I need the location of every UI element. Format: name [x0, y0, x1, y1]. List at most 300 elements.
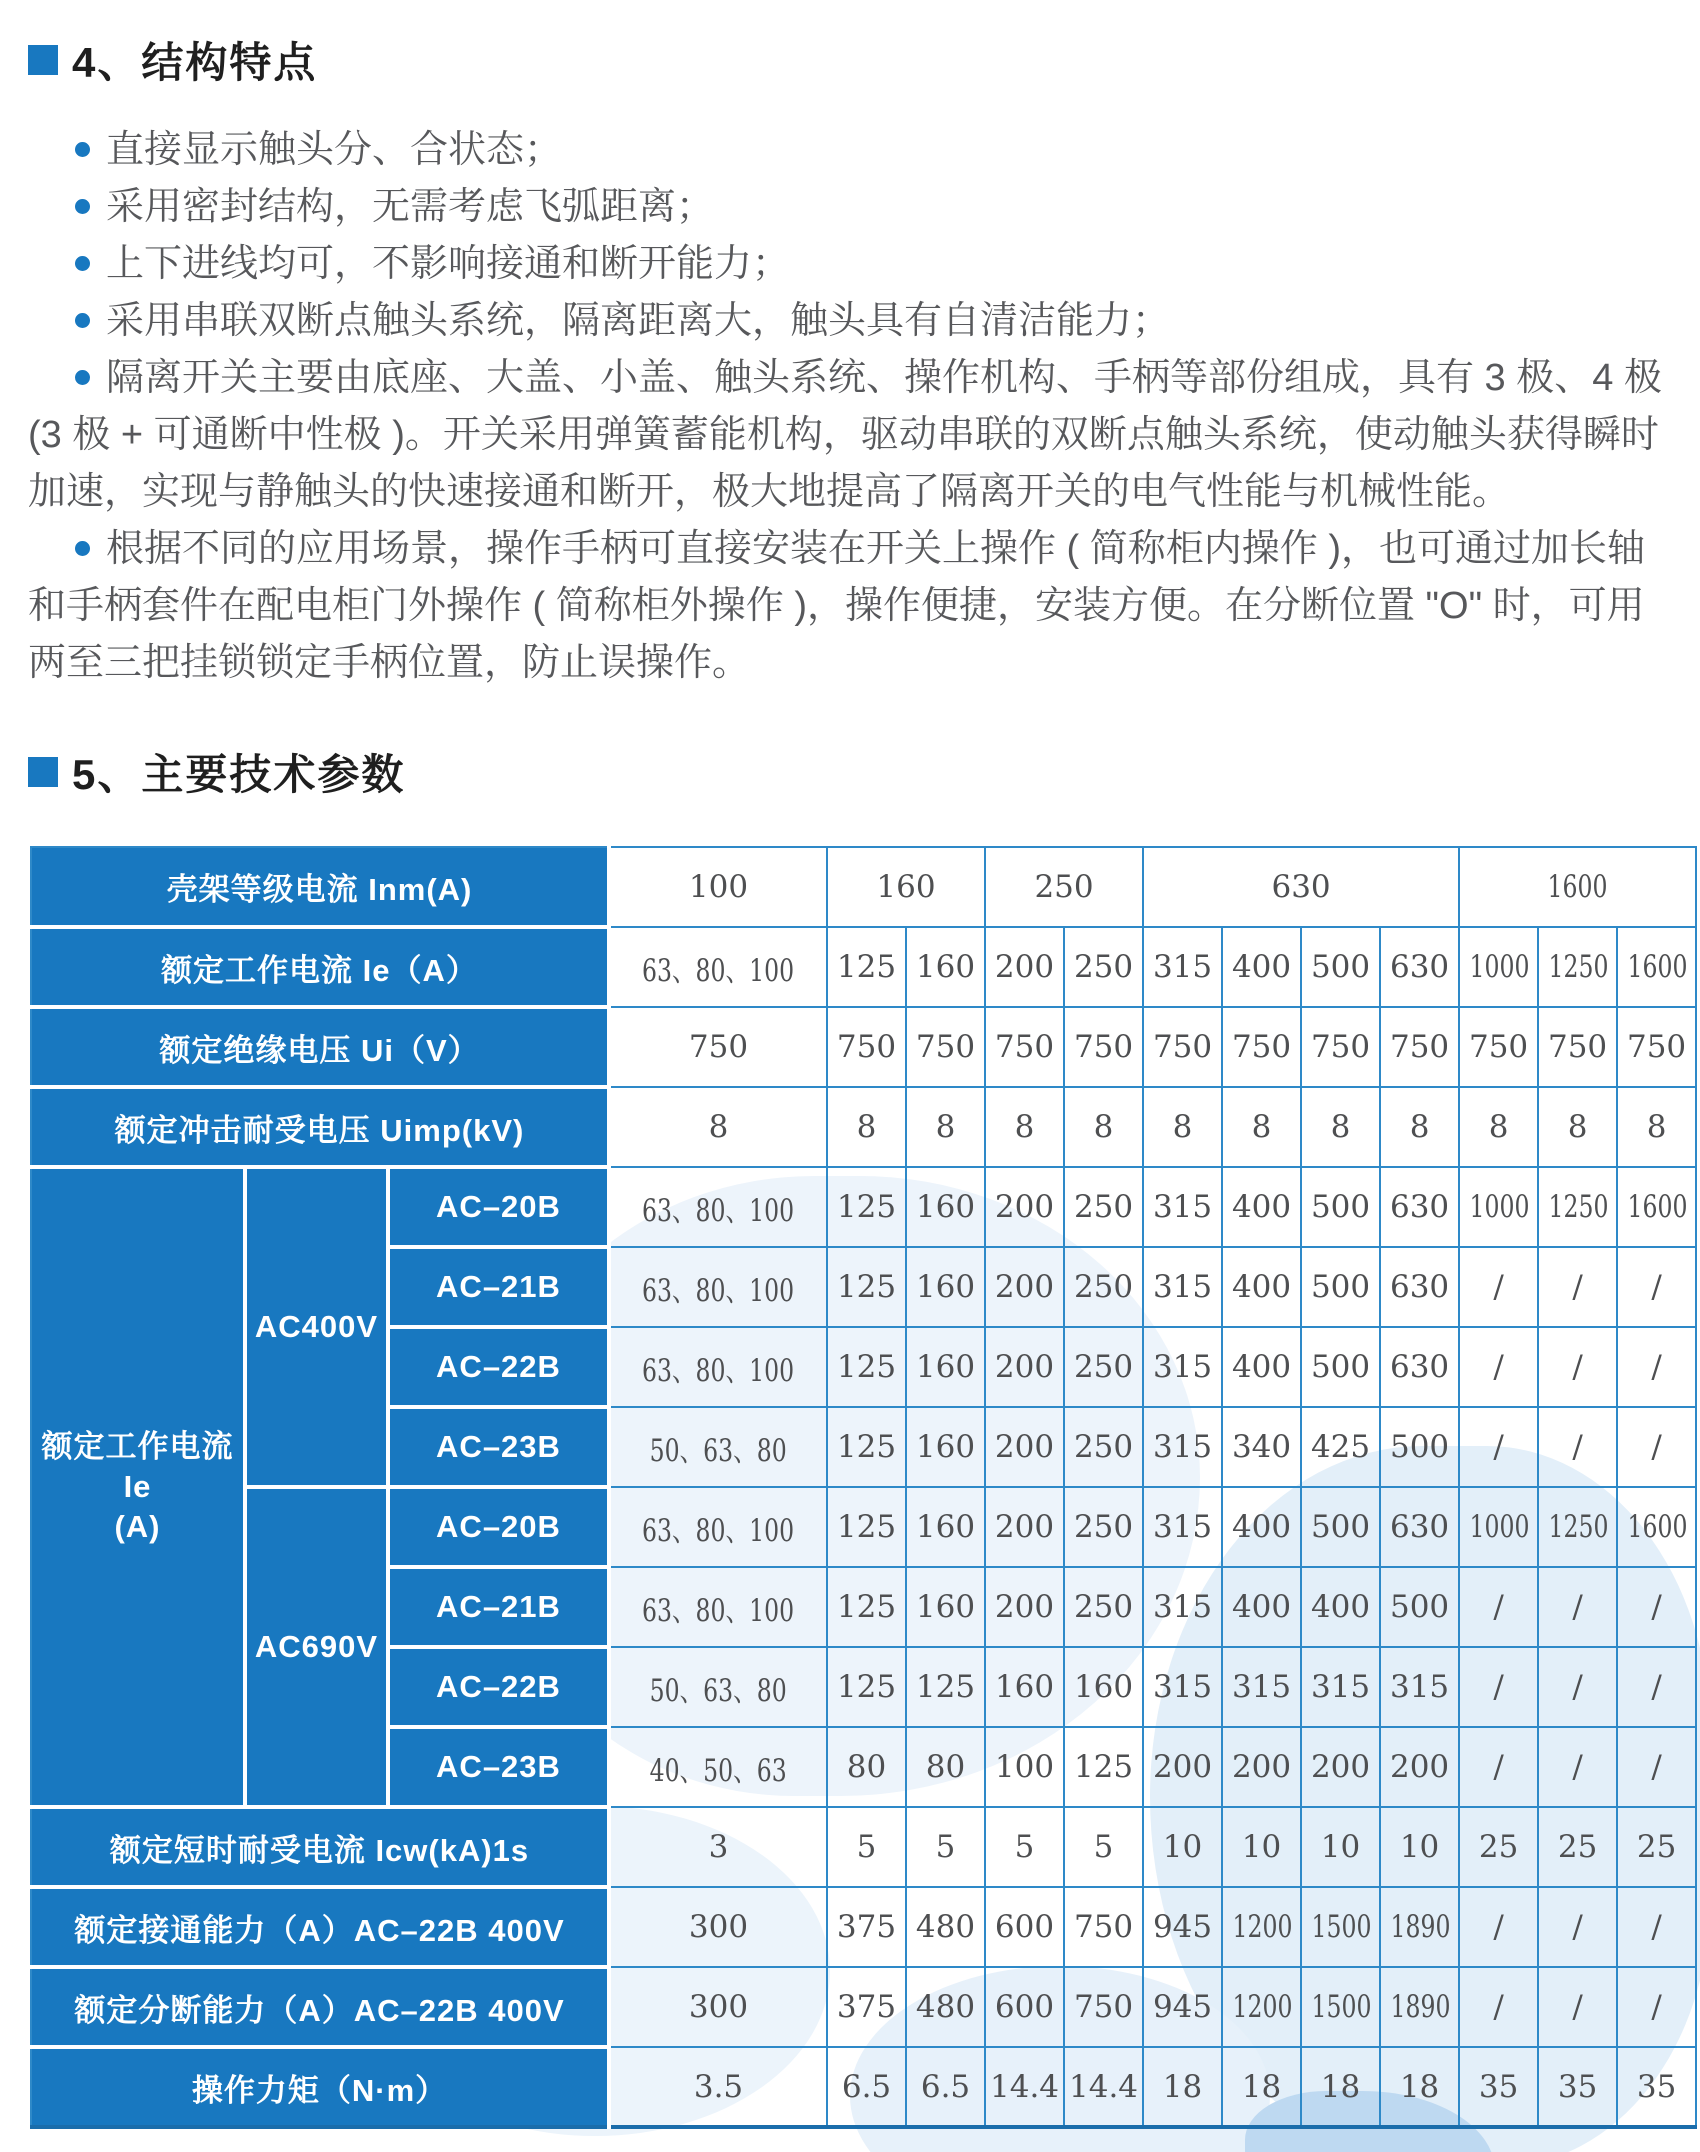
- cell-value: 750: [1310, 1029, 1371, 1065]
- ie-group-label-line: 额定工作电流: [41, 1429, 234, 1464]
- table-row: [31, 1967, 1696, 2047]
- table-cell: [1064, 1487, 1143, 1567]
- cell-value: 35: [1636, 2068, 1677, 2105]
- cell-value: /: [1493, 1269, 1504, 1305]
- cell-value: 300: [688, 1909, 749, 1945]
- table-cell: [1143, 1567, 1222, 1647]
- table-cell: [906, 1807, 985, 1887]
- cell-value: 1200: [1232, 1909, 1293, 1945]
- table-cell: [906, 1727, 985, 1807]
- table-cell: [985, 1407, 1064, 1487]
- cell-value: 315: [1152, 1669, 1213, 1705]
- cell-value: 750: [1073, 1989, 1134, 2025]
- cell-value: /: [1572, 1909, 1583, 1945]
- table-cell: [985, 1727, 1064, 1807]
- cell-value: /: [1651, 1589, 1662, 1625]
- table-cell: [1064, 1727, 1143, 1807]
- table-cell: [1222, 1087, 1301, 1167]
- cell-value: 125: [836, 1269, 897, 1305]
- cell-value: 125: [836, 1189, 897, 1225]
- cell-value: 63、80、100: [642, 952, 795, 989]
- table-cell: [1064, 1807, 1143, 1887]
- table-row: [31, 1167, 1696, 1247]
- cell-value: /: [1572, 1669, 1583, 1705]
- cell-value: 8: [856, 1109, 877, 1145]
- cell-value: 425: [1310, 1429, 1371, 1465]
- table-cell: [1380, 927, 1459, 1007]
- cell-value: 3: [708, 1829, 729, 1865]
- ie-group-label-line: Ie: [123, 1469, 152, 1504]
- table-cell: [1143, 1887, 1222, 1967]
- table-cell: [1459, 927, 1538, 1007]
- cell-value: 630: [1389, 1349, 1450, 1385]
- table-cell: [1222, 1247, 1301, 1327]
- cell-value: 125: [836, 1589, 897, 1625]
- cell-value: /: [1572, 1749, 1583, 1785]
- cell-value: /: [1651, 1909, 1662, 1945]
- row-label-cell: 额定接通能力（A）AC–22B 400V: [31, 1887, 609, 1967]
- table-cell: [609, 1567, 827, 1647]
- table-cell: [827, 927, 906, 1007]
- table-cell: [1222, 2047, 1301, 2127]
- cell-value: /: [1651, 1349, 1662, 1385]
- table-cell: [906, 1327, 985, 1407]
- cell-value: 630: [1389, 1509, 1450, 1545]
- cell-value: 630: [1389, 1189, 1450, 1225]
- table-cell: [1301, 927, 1380, 1007]
- cell-value: 630: [1389, 949, 1450, 985]
- section5-heading: [28, 742, 1700, 802]
- table-cell: [1222, 1407, 1301, 1487]
- cell-value: 3.5: [693, 2068, 744, 2105]
- cell-value: 18: [1162, 2068, 1203, 2105]
- voltage-group-cell: AC690V: [245, 1487, 388, 1807]
- table-cell: [985, 1327, 1064, 1407]
- cell-value: 14.4: [990, 2068, 1060, 2105]
- table-cell: [1380, 1887, 1459, 1967]
- cell-value: 1250: [1548, 1509, 1609, 1545]
- category-cell: AC–21B: [388, 1247, 609, 1327]
- cell-value: /: [1493, 1349, 1504, 1385]
- cell-value: 8: [708, 1109, 729, 1145]
- cell-value: 63、80、100: [642, 1192, 795, 1229]
- cell-value: 8: [1646, 1109, 1667, 1145]
- table-cell: [1538, 1967, 1617, 2047]
- table-cell: [1459, 1327, 1538, 1407]
- table-cell: [1143, 1327, 1222, 1407]
- table-cell: [827, 1247, 906, 1327]
- table-cell: [1301, 1727, 1380, 1807]
- cell-value: 14.4: [1069, 2068, 1139, 2105]
- cell-value: 5: [935, 1829, 956, 1865]
- cell-value: 315: [1152, 949, 1213, 985]
- frame-current-cell: [985, 847, 1143, 927]
- table-cell: [827, 1807, 906, 1887]
- cell-value: 1600: [1627, 949, 1688, 985]
- cell-value: 125: [1073, 1749, 1134, 1785]
- table-cell: [1538, 1247, 1617, 1327]
- bullet-text: 上下进线均可，不影响接通和断开能力；: [106, 243, 791, 285]
- cell-value: /: [1572, 1349, 1583, 1385]
- table-cell: [1538, 1327, 1617, 1407]
- cell-value: 600: [994, 1909, 1055, 1945]
- cell-value: 480: [915, 1909, 976, 1945]
- cell-value: 500: [1310, 1189, 1371, 1225]
- cell-value: 5: [1014, 1829, 1035, 1865]
- table-cell: [1143, 1487, 1222, 1567]
- table-cell: [1617, 1567, 1696, 1647]
- cell-value: 1500: [1311, 1909, 1372, 1945]
- table-cell: [1538, 1807, 1617, 1887]
- cell-value: 5: [856, 1829, 877, 1865]
- table-cell: [985, 1647, 1064, 1727]
- table-cell: [827, 1967, 906, 2047]
- table-cell: [1538, 927, 1617, 1007]
- ie-group-label-line: (A): [114, 1509, 161, 1544]
- cell-value: 18: [1241, 2068, 1282, 2105]
- table-cell: [1617, 1887, 1696, 1967]
- table-cell: [1064, 1327, 1143, 1407]
- table-cell: [1617, 2047, 1696, 2127]
- table-cell: [985, 1807, 1064, 1887]
- table-cell: [1301, 1007, 1380, 1087]
- cell-value: 200: [994, 1589, 1055, 1625]
- cell-value: 63、80、100: [642, 1352, 795, 1389]
- bullet-item: [28, 236, 1672, 293]
- cell-value: 945: [1152, 1989, 1213, 2025]
- cell-value: /: [1651, 1749, 1662, 1785]
- cell-value: /: [1651, 1269, 1662, 1305]
- row-label-cell: 壳架等级电流 Inm(A): [31, 847, 609, 927]
- section4-title: 4、结构特点: [72, 39, 318, 86]
- cell-value: 50、63、80: [649, 1432, 788, 1469]
- cell-value: 630: [1389, 1269, 1450, 1305]
- category-cell: AC–23B: [388, 1727, 609, 1807]
- table-cell: [827, 1087, 906, 1167]
- table-row: [31, 1807, 1696, 1887]
- cell-value: 250: [1073, 1269, 1134, 1305]
- cell-value: /: [1651, 1429, 1662, 1465]
- cell-value: /: [1493, 1989, 1504, 2025]
- cell-value: /: [1651, 1989, 1662, 2025]
- table-cell: [985, 1487, 1064, 1567]
- table-cell: [1301, 1567, 1380, 1647]
- cell-value: 400: [1310, 1589, 1371, 1625]
- bullet-dot-icon: [75, 142, 90, 157]
- category-cell: AC–20B: [388, 1167, 609, 1247]
- table-cell: [1222, 1967, 1301, 2047]
- frame-current-cell: [609, 847, 827, 927]
- cell-value: 63、80、100: [642, 1592, 795, 1629]
- table-cell: [609, 927, 827, 1007]
- category-cell: AC–22B: [388, 1327, 609, 1407]
- table-cell: [827, 1407, 906, 1487]
- category-cell: AC–21B: [388, 1567, 609, 1647]
- cell-value: 125: [836, 1429, 897, 1465]
- table-cell: [906, 1087, 985, 1167]
- table-cell: [1380, 1167, 1459, 1247]
- cell-value: 8: [1567, 1109, 1588, 1145]
- table-cell: [1538, 1407, 1617, 1487]
- cell-value: 18: [1320, 2068, 1361, 2105]
- bullet-item: [28, 122, 1672, 179]
- table-cell: [1064, 1887, 1143, 1967]
- table-cell: [1301, 1167, 1380, 1247]
- cell-value: 160: [1073, 1669, 1134, 1705]
- cell-value: 200: [1231, 1749, 1292, 1785]
- cell-value: 250: [1073, 1189, 1134, 1225]
- table-cell: [1538, 1567, 1617, 1647]
- table-cell: [1301, 1327, 1380, 1407]
- table-cell: [609, 1967, 827, 2047]
- table-cell: [1222, 1167, 1301, 1247]
- table-row: [31, 1487, 1696, 1567]
- table-cell: [906, 1487, 985, 1567]
- table-cell: [1538, 1887, 1617, 1967]
- cell-value: 315: [1231, 1669, 1292, 1705]
- cell-value: 160: [915, 1189, 976, 1225]
- table-cell: [906, 1887, 985, 1967]
- table-cell: [906, 1647, 985, 1727]
- bullet-dot-icon: [75, 256, 90, 271]
- frame-current-cell: [1459, 847, 1696, 927]
- cell-value: 10: [1320, 1829, 1361, 1865]
- section5-title: 5、主要技术参数: [72, 751, 406, 798]
- row-label-cell: 操作力矩（N·m）: [31, 2047, 609, 2127]
- table-cell: [609, 1087, 827, 1167]
- table-cell: [827, 1887, 906, 1967]
- table-cell: [1617, 1327, 1696, 1407]
- bullet-dot-icon: [75, 199, 90, 214]
- table-row: [31, 2047, 1696, 2127]
- cell-value: 200: [994, 1429, 1055, 1465]
- table-cell: [1301, 1407, 1380, 1487]
- table-cell: [827, 1727, 906, 1807]
- table-cell: [906, 1407, 985, 1487]
- cell-value: 1500: [1311, 1989, 1372, 2025]
- row-label-cell: 额定短时耐受电流 Icw(kA)1s: [31, 1807, 609, 1887]
- table-row: [31, 847, 1696, 927]
- cell-value: 10: [1399, 1829, 1440, 1865]
- table-cell: [1380, 1407, 1459, 1487]
- table-cell: [985, 1247, 1064, 1327]
- cell-value: 315: [1389, 1669, 1450, 1705]
- cell-value: 250: [1034, 869, 1094, 905]
- cell-value: 200: [994, 1269, 1055, 1305]
- bullet-item: [28, 179, 1672, 236]
- table-cell: [1617, 927, 1696, 1007]
- table-cell: [985, 1887, 1064, 1967]
- cell-value: 1890: [1390, 1909, 1451, 1945]
- cell-value: 6.5: [841, 2068, 892, 2105]
- table-cell: [1459, 1647, 1538, 1727]
- cell-value: /: [1493, 1429, 1504, 1465]
- table-cell: [906, 1247, 985, 1327]
- table-cell: [1222, 1727, 1301, 1807]
- table-cell: [609, 1407, 827, 1487]
- cell-value: 250: [1073, 1589, 1134, 1625]
- table-cell: [1459, 1887, 1538, 1967]
- table-cell: [1459, 1487, 1538, 1567]
- cell-value: 40、50、63: [649, 1752, 788, 1789]
- frame-current-cell: [827, 847, 985, 927]
- table-cell: [1143, 1647, 1222, 1727]
- table-cell: [1222, 1487, 1301, 1567]
- cell-value: 8: [1488, 1109, 1509, 1145]
- spec-table-wrap: [30, 846, 1697, 2129]
- cell-value: 8: [1014, 1109, 1035, 1145]
- table-cell: [1064, 1407, 1143, 1487]
- cell-value: 160: [915, 1509, 976, 1545]
- cell-value: 1250: [1548, 1189, 1609, 1225]
- cell-value: /: [1572, 1589, 1583, 1625]
- table-cell: [1459, 1727, 1538, 1807]
- table-cell: [1380, 1967, 1459, 2047]
- table-cell: [985, 1567, 1064, 1647]
- row-label-cell: 额定绝缘电压 Ui（V）: [31, 1007, 609, 1087]
- table-cell: [1538, 1647, 1617, 1727]
- cell-value: 480: [915, 1989, 976, 2025]
- table-cell: [1143, 1007, 1222, 1087]
- table-cell: [1143, 1407, 1222, 1487]
- cell-value: 630: [1271, 869, 1331, 905]
- cell-value: 750: [836, 1029, 897, 1065]
- cell-value: 10: [1241, 1829, 1282, 1865]
- table-cell: [1538, 2047, 1617, 2127]
- table-cell: [1459, 1007, 1538, 1087]
- cell-value: 750: [1547, 1029, 1608, 1065]
- table-cell: [609, 1807, 827, 1887]
- cell-value: 315: [1152, 1589, 1213, 1625]
- table-cell: [1064, 1647, 1143, 1727]
- table-cell: [985, 1967, 1064, 2047]
- cell-value: 300: [688, 1989, 749, 2025]
- cell-value: 25: [1557, 1829, 1598, 1865]
- cell-value: 5: [1093, 1829, 1114, 1865]
- row-label-cell: 额定分断能力（A）AC–22B 400V: [31, 1967, 609, 2047]
- table-cell: [609, 1727, 827, 1807]
- bullet-dot-icon: [75, 313, 90, 328]
- cell-value: /: [1493, 1749, 1504, 1785]
- cell-value: 50、63、80: [649, 1672, 788, 1709]
- cell-value: 500: [1389, 1429, 1450, 1465]
- cell-value: 10: [1162, 1829, 1203, 1865]
- table-cell: [1143, 1167, 1222, 1247]
- table-cell: [1538, 1087, 1617, 1167]
- cell-value: 160: [994, 1669, 1055, 1705]
- table-cell: [1617, 1247, 1696, 1327]
- table-cell: [1301, 1087, 1380, 1167]
- cell-value: 160: [915, 1269, 976, 1305]
- table-cell: [1538, 1167, 1617, 1247]
- bullet-item: [28, 521, 1672, 692]
- table-row: [31, 1007, 1696, 1087]
- table-cell: [1617, 1087, 1696, 1167]
- table-cell: [985, 1007, 1064, 1087]
- table-cell: [1380, 1567, 1459, 1647]
- table-cell: [1380, 1487, 1459, 1567]
- cell-value: 125: [915, 1669, 976, 1705]
- cell-value: 200: [994, 949, 1055, 985]
- cell-value: 160: [915, 1589, 976, 1625]
- table-cell: [1538, 1007, 1617, 1087]
- cell-value: 100: [688, 869, 749, 905]
- cell-value: 500: [1310, 1509, 1371, 1545]
- cell-value: 63、80、100: [642, 1272, 795, 1309]
- table-cell: [906, 1167, 985, 1247]
- cell-value: 200: [1152, 1749, 1213, 1785]
- cell-value: /: [1651, 1669, 1662, 1705]
- table-cell: [1459, 1167, 1538, 1247]
- table-cell: [1143, 1727, 1222, 1807]
- table-cell: [985, 1087, 1064, 1167]
- cell-value: 945: [1152, 1909, 1213, 1945]
- table-cell: [1301, 1807, 1380, 1887]
- table-cell: [1301, 1487, 1380, 1567]
- table-cell: [609, 1487, 827, 1567]
- table-cell: [827, 1327, 906, 1407]
- table-cell: [1064, 1247, 1143, 1327]
- table-cell: [1301, 1247, 1380, 1327]
- cell-value: 8: [1251, 1109, 1272, 1145]
- table-cell: [1380, 2047, 1459, 2127]
- table-cell: [827, 2047, 906, 2127]
- table-cell: [1222, 1007, 1301, 1087]
- table-cell: [609, 1647, 827, 1727]
- table-cell: [1064, 1007, 1143, 1087]
- cell-value: /: [1572, 1269, 1583, 1305]
- cell-value: /: [1493, 1589, 1504, 1625]
- table-cell: [1064, 1967, 1143, 2047]
- table-cell: [906, 1567, 985, 1647]
- table-cell: [609, 1167, 827, 1247]
- cell-value: 200: [994, 1189, 1055, 1225]
- cell-value: 125: [836, 1509, 897, 1545]
- table-cell: [1143, 927, 1222, 1007]
- row-label-cell: 额定冲击耐受电压 Uimp(kV): [31, 1087, 609, 1167]
- category-cell: AC–23B: [388, 1407, 609, 1487]
- cell-value: 8: [1093, 1109, 1114, 1145]
- cell-value: 315: [1152, 1189, 1213, 1225]
- cell-value: 250: [1073, 1509, 1134, 1545]
- table-row: [31, 927, 1696, 1007]
- table-cell: [609, 1007, 827, 1087]
- bullet-text: 隔离开关主要由底座、大盖、小盖、触头系统、操作机构、手柄等部份组成，具有 3 极、4 极 (3 极 + 可通断中性极 )。开关采用弹簧蓄能机构，驱动串联的双断点触头系统，使动触头获得瞬时加速，实现与静触头的快速接通和断开，极大地提高了隔离开关的电气性能与机械性能。: [28, 357, 1662, 513]
- table-cell: [1222, 1567, 1301, 1647]
- table-cell: [1301, 1647, 1380, 1727]
- cell-value: 400: [1231, 1589, 1292, 1625]
- table-cell: [1064, 1567, 1143, 1647]
- table-cell: [906, 927, 985, 1007]
- frame-current-cell: [1143, 847, 1459, 927]
- cell-value: 125: [836, 1669, 897, 1705]
- table-cell: [1064, 927, 1143, 1007]
- cell-value: 400: [1231, 1269, 1292, 1305]
- cell-value: 500: [1310, 949, 1371, 985]
- table-cell: [1380, 1327, 1459, 1407]
- table-cell: [1143, 1967, 1222, 2047]
- cell-value: /: [1572, 1429, 1583, 1465]
- table-row: [31, 1087, 1696, 1167]
- table-cell: [1222, 1647, 1301, 1727]
- table-cell: [1064, 1087, 1143, 1167]
- cell-value: 160: [876, 869, 936, 905]
- table-cell: [1380, 1087, 1459, 1167]
- table-cell: [609, 2047, 827, 2127]
- cell-value: 315: [1152, 1349, 1213, 1385]
- table-cell: [1617, 1807, 1696, 1887]
- cell-value: 750: [1073, 1029, 1134, 1065]
